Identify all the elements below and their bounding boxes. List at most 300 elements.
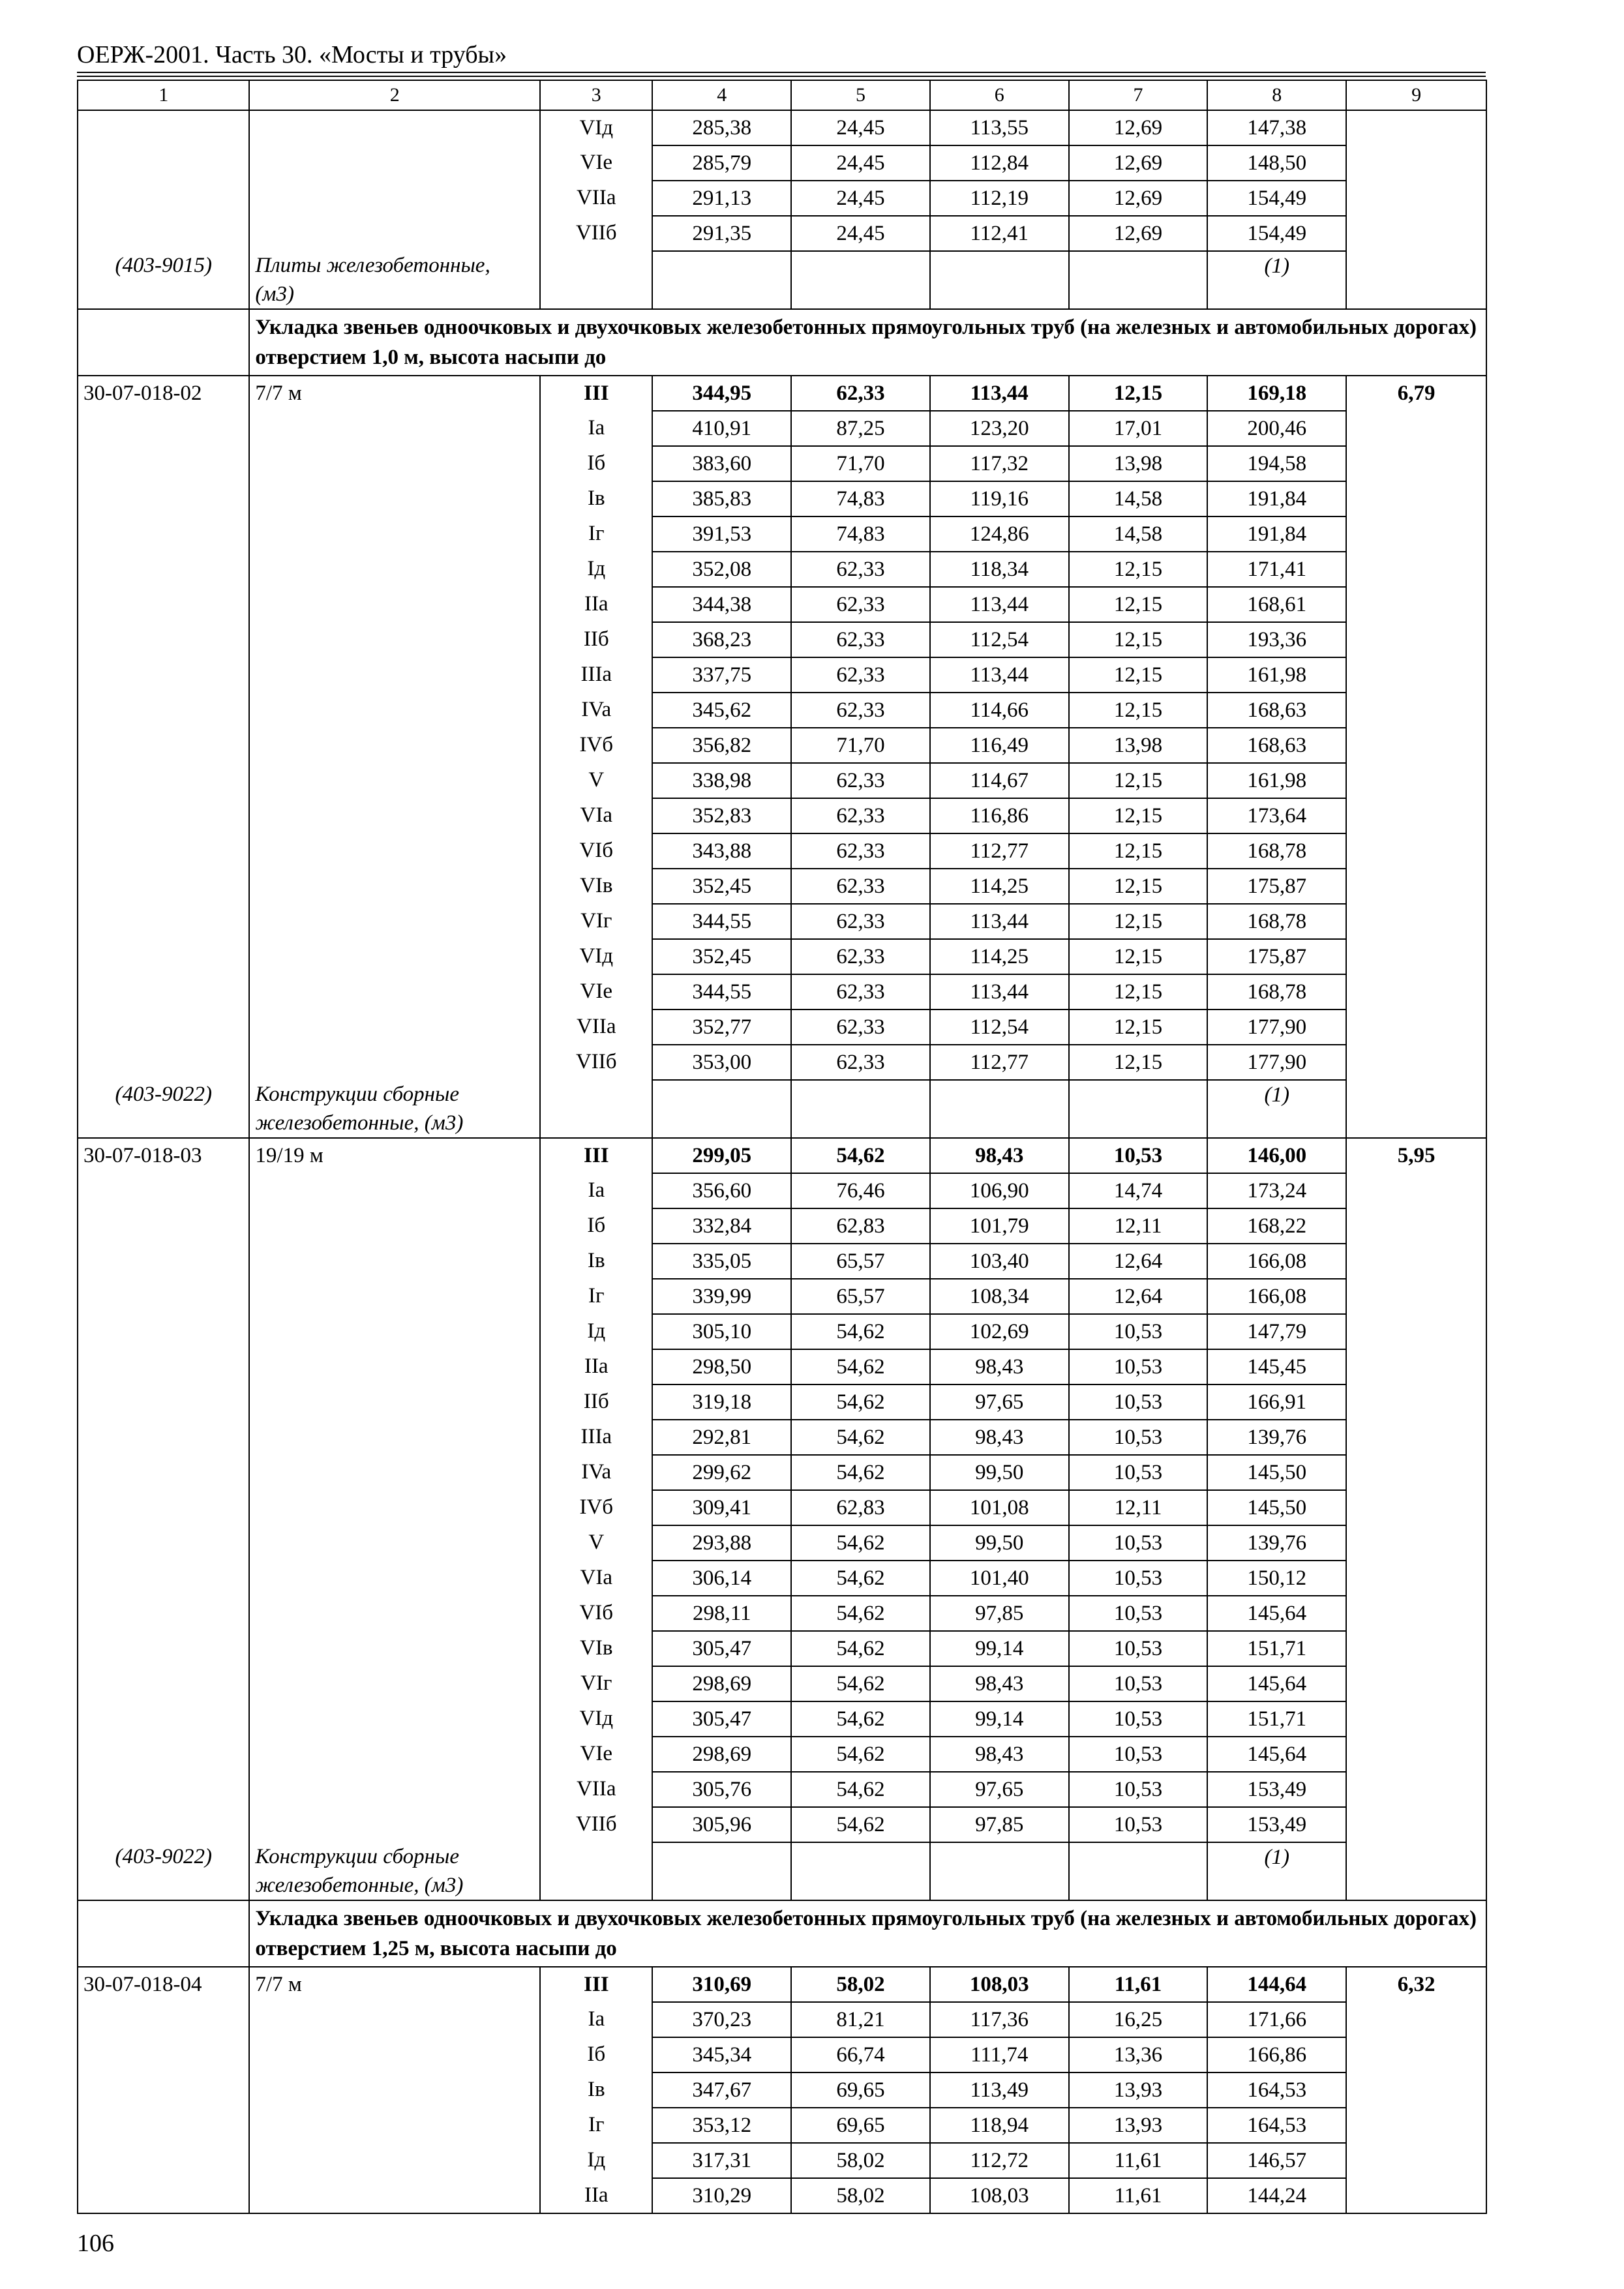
value-cell: 65,57	[791, 1279, 930, 1314]
value-cell: 101,79	[930, 1208, 1069, 1244]
empty-cell	[791, 1080, 930, 1138]
code-cell: 30-07-018-03	[78, 1138, 249, 1173]
value-cell: 12,64	[1069, 1279, 1208, 1314]
value-cell: 347,67	[652, 2072, 791, 2108]
empty-cell	[1346, 1842, 1486, 1900]
resource-code: (403-9022)	[78, 1842, 249, 1900]
value-cell: 98,43	[930, 1138, 1069, 1173]
value-cell: 10,53	[1069, 1561, 1208, 1596]
coef-cell	[1346, 481, 1486, 516]
value-cell: 12,11	[1069, 1490, 1208, 1525]
value-cell: 291,13	[652, 181, 791, 216]
name-cell	[249, 2143, 540, 2178]
coef-cell	[1346, 1666, 1486, 1701]
code-cell	[78, 2143, 249, 2178]
value-cell: 97,85	[930, 1807, 1069, 1842]
table-row	[78, 1631, 1486, 1666]
value-cell: 12,15	[1069, 552, 1208, 587]
name-cell	[249, 622, 540, 657]
value-cell: 118,34	[930, 552, 1069, 587]
value-cell: 10,53	[1069, 1138, 1208, 1173]
value-cell: 166,08	[1207, 1279, 1346, 1314]
name-cell	[249, 763, 540, 798]
value-cell: 54,62	[791, 1596, 930, 1631]
value-cell: 298,69	[652, 1737, 791, 1772]
value-cell: 62,83	[791, 1490, 930, 1525]
value-cell: 113,44	[930, 657, 1069, 693]
name-cell	[249, 446, 540, 481]
value-cell: 12,69	[1069, 181, 1208, 216]
value-cell: 54,62	[791, 1455, 930, 1490]
resource-name: Конструкции сборные железобетонные, (м3)	[249, 1080, 540, 1138]
value-cell: 344,55	[652, 904, 791, 939]
category-cell: VIд	[540, 939, 652, 974]
name-cell	[249, 1561, 540, 1596]
value-cell: 10,53	[1069, 1596, 1208, 1631]
coef-cell	[1346, 1455, 1486, 1490]
coef-cell	[1346, 2037, 1486, 2072]
name-cell	[249, 552, 540, 587]
table-row	[78, 2072, 1486, 2108]
column-number-row	[78, 80, 1486, 110]
table-row	[78, 1666, 1486, 1701]
table-row	[78, 1967, 1486, 2002]
value-cell: 145,64	[1207, 1666, 1346, 1701]
value-cell: 13,93	[1069, 2108, 1208, 2143]
value-cell: 337,75	[652, 657, 791, 693]
category-cell: Ia	[540, 1173, 652, 1208]
coef-cell	[1346, 1490, 1486, 1525]
empty-cell	[791, 251, 930, 309]
category-cell: Ia	[540, 411, 652, 446]
value-cell: 150,12	[1207, 1561, 1346, 1596]
category-cell: IIIa	[540, 657, 652, 693]
table-row	[78, 2108, 1486, 2143]
empty-cell	[791, 1842, 930, 1900]
empty-cell	[1346, 1080, 1486, 1138]
value-cell: 154,49	[1207, 181, 1346, 216]
value-cell: 112,84	[930, 145, 1069, 181]
code-cell	[78, 622, 249, 657]
name-cell	[249, 728, 540, 763]
coef-cell	[1346, 1807, 1486, 1842]
page-number: 106	[77, 2230, 114, 2257]
name-cell	[249, 1596, 540, 1631]
coef-cell	[1346, 1525, 1486, 1561]
resource-name: Конструкции сборные железобетонные, (м3)	[249, 1842, 540, 1900]
name-cell	[249, 974, 540, 1010]
coef-cell	[1346, 1737, 1486, 1772]
value-cell: 62,33	[791, 693, 930, 728]
value-cell: 352,45	[652, 939, 791, 974]
name-cell	[249, 1349, 540, 1384]
value-cell: 111,74	[930, 2037, 1069, 2072]
section-row	[78, 1900, 1486, 1967]
table-row	[78, 728, 1486, 763]
section-title: Укладка звеньев одноочковых и двухочковых железобетонных прямоугольных труб (на железных и автомобильных дорогах) отверстием 1,0 м, высота насыпи до	[249, 309, 1486, 376]
value-cell: 10,53	[1069, 1807, 1208, 1842]
table-row	[78, 1561, 1486, 1596]
code-cell	[78, 763, 249, 798]
table-row	[78, 481, 1486, 516]
value-cell: 99,14	[930, 1701, 1069, 1737]
table-row	[78, 1138, 1486, 1173]
column-number: 7	[1069, 80, 1208, 110]
value-cell: 103,40	[930, 1244, 1069, 1279]
code-cell	[78, 798, 249, 833]
value-cell: 54,62	[791, 1631, 930, 1666]
coef-cell	[1346, 974, 1486, 1010]
column-number: 5	[791, 80, 930, 110]
coef-cell	[1346, 411, 1486, 446]
value-cell: 344,38	[652, 587, 791, 622]
value-cell: 171,66	[1207, 2002, 1346, 2037]
code-cell	[78, 145, 249, 181]
value-cell: 168,78	[1207, 833, 1346, 869]
name-cell: 7/7 м	[249, 1967, 540, 2002]
resource-name: Плиты железобетонные, (м3)	[249, 251, 540, 309]
name-cell	[249, 1631, 540, 1666]
coef-cell	[1346, 1045, 1486, 1080]
value-cell: 97,65	[930, 1384, 1069, 1420]
coef-cell: 6,79	[1346, 376, 1486, 411]
table-row	[78, 869, 1486, 904]
value-cell: 153,49	[1207, 1807, 1346, 1842]
value-cell: 62,33	[791, 869, 930, 904]
table-row	[78, 1772, 1486, 1807]
empty-cell	[652, 1080, 791, 1138]
value-cell: 146,00	[1207, 1138, 1346, 1173]
table-row	[78, 833, 1486, 869]
table-row	[78, 1279, 1486, 1314]
value-cell: 62,33	[791, 904, 930, 939]
coef-cell	[1346, 2072, 1486, 2108]
table-row	[78, 145, 1486, 181]
section-title: Укладка звеньев одноочковых и двухочковых железобетонных прямоугольных труб (на железных и автомобильных дорогах) отверстием 1,25 м, высота насыпи до	[249, 1900, 1486, 1967]
coef-cell	[1346, 2108, 1486, 2143]
value-cell: 352,77	[652, 1010, 791, 1045]
value-cell: 101,40	[930, 1561, 1069, 1596]
value-cell: 177,90	[1207, 1010, 1346, 1045]
value-cell: 145,50	[1207, 1490, 1346, 1525]
category-cell: VIг	[540, 904, 652, 939]
empty-cell	[540, 251, 652, 309]
category-cell: VIд	[540, 110, 652, 145]
code-cell	[78, 1279, 249, 1314]
name-cell	[249, 1737, 540, 1772]
coef-cell	[1346, 1010, 1486, 1045]
value-cell: 171,41	[1207, 552, 1346, 587]
name-cell	[249, 145, 540, 181]
category-cell: Iг	[540, 1279, 652, 1314]
coef-cell	[1346, 1631, 1486, 1666]
code-cell	[78, 516, 249, 552]
name-cell	[249, 516, 540, 552]
name-cell	[249, 1420, 540, 1455]
value-cell: 177,90	[1207, 1045, 1346, 1080]
value-cell: 292,81	[652, 1420, 791, 1455]
coef-cell	[1346, 693, 1486, 728]
section-empty-cell	[78, 309, 249, 376]
value-cell: 62,33	[791, 1010, 930, 1045]
value-cell: 112,77	[930, 1045, 1069, 1080]
name-cell	[249, 1455, 540, 1490]
table-row	[78, 1208, 1486, 1244]
value-cell: 305,96	[652, 1807, 791, 1842]
value-cell: 54,62	[791, 1772, 930, 1807]
value-cell: 74,83	[791, 516, 930, 552]
value-cell: 356,82	[652, 728, 791, 763]
value-cell: 24,45	[791, 145, 930, 181]
value-cell: 166,08	[1207, 1244, 1346, 1279]
value-cell: 166,86	[1207, 2037, 1346, 2072]
value-cell: 54,62	[791, 1349, 930, 1384]
code-cell	[78, 1807, 249, 1842]
rates-table	[77, 80, 1487, 2214]
table-row	[78, 1349, 1486, 1384]
name-cell	[249, 1772, 540, 1807]
name-cell	[249, 181, 540, 216]
name-cell	[249, 1173, 540, 1208]
value-cell: 12,15	[1069, 798, 1208, 833]
table-row	[78, 181, 1486, 216]
value-cell: 54,62	[791, 1420, 930, 1455]
empty-cell	[930, 1080, 1069, 1138]
value-cell: 291,35	[652, 216, 791, 251]
value-cell: 98,43	[930, 1666, 1069, 1701]
name-cell	[249, 1314, 540, 1349]
value-cell: 145,45	[1207, 1349, 1346, 1384]
empty-cell	[540, 1842, 652, 1900]
name-cell	[249, 1208, 540, 1244]
value-cell: 113,44	[930, 974, 1069, 1010]
value-cell: 119,16	[930, 481, 1069, 516]
value-cell: 62,33	[791, 974, 930, 1010]
code-cell	[78, 1525, 249, 1561]
table-row	[78, 1173, 1486, 1208]
value-cell: 113,55	[930, 110, 1069, 145]
code-cell	[78, 1772, 249, 1807]
category-cell: VIб	[540, 1596, 652, 1631]
section-empty-cell	[78, 1900, 249, 1967]
value-cell: 151,71	[1207, 1701, 1346, 1737]
value-cell: 12,15	[1069, 869, 1208, 904]
value-cell: 175,87	[1207, 869, 1346, 904]
value-cell: 147,38	[1207, 110, 1346, 145]
value-cell: 12,15	[1069, 763, 1208, 798]
coef-cell	[1346, 1314, 1486, 1349]
value-cell: 12,15	[1069, 693, 1208, 728]
value-cell: 10,53	[1069, 1666, 1208, 1701]
table-row	[78, 376, 1486, 411]
resource-row	[78, 251, 1486, 309]
category-cell: Iв	[540, 481, 652, 516]
coef-cell: 6,32	[1346, 1967, 1486, 2002]
value-cell: 391,53	[652, 516, 791, 552]
code-cell	[78, 2072, 249, 2108]
coef-cell	[1346, 2143, 1486, 2178]
value-cell: 370,23	[652, 2002, 791, 2037]
coef-cell	[1346, 1596, 1486, 1631]
value-cell: 62,33	[791, 939, 930, 974]
coef-cell	[1346, 939, 1486, 974]
value-cell: 99,50	[930, 1455, 1069, 1490]
value-cell: 108,03	[930, 2178, 1069, 2213]
name-cell	[249, 587, 540, 622]
value-cell: 319,18	[652, 1384, 791, 1420]
table-row	[78, 2143, 1486, 2178]
value-cell: 62,83	[791, 1208, 930, 1244]
category-cell: Iв	[540, 1244, 652, 1279]
value-cell: 139,76	[1207, 1420, 1346, 1455]
empty-cell	[1069, 251, 1208, 309]
code-cell	[78, 1349, 249, 1384]
category-cell: IVб	[540, 728, 652, 763]
resource-value: (1)	[1207, 1080, 1346, 1138]
code-cell	[78, 1596, 249, 1631]
value-cell: 12,15	[1069, 376, 1208, 411]
name-cell	[249, 1244, 540, 1279]
value-cell: 54,62	[791, 1384, 930, 1420]
category-cell: VIIa	[540, 1010, 652, 1045]
table-row	[78, 2178, 1486, 2213]
value-cell: 24,45	[791, 110, 930, 145]
value-cell: 285,79	[652, 145, 791, 181]
category-cell: VIa	[540, 1561, 652, 1596]
value-cell: 66,74	[791, 2037, 930, 2072]
table-row	[78, 693, 1486, 728]
category-cell: VIб	[540, 833, 652, 869]
value-cell: 112,54	[930, 622, 1069, 657]
table-row	[78, 1045, 1486, 1080]
table-body	[78, 80, 1486, 2213]
value-cell: 113,44	[930, 376, 1069, 411]
table-row	[78, 1737, 1486, 1772]
value-cell: 101,08	[930, 1490, 1069, 1525]
code-cell	[78, 411, 249, 446]
value-cell: 191,84	[1207, 516, 1346, 552]
value-cell: 54,62	[791, 1737, 930, 1772]
empty-cell	[930, 251, 1069, 309]
resource-value: (1)	[1207, 251, 1346, 309]
coef-cell	[1346, 1208, 1486, 1244]
value-cell: 12,15	[1069, 974, 1208, 1010]
code-cell	[78, 481, 249, 516]
code-cell	[78, 869, 249, 904]
code-cell	[78, 657, 249, 693]
category-cell: VIIб	[540, 1807, 652, 1842]
category-cell: Ia	[540, 2002, 652, 2037]
value-cell: 145,50	[1207, 1455, 1346, 1490]
category-cell: VIe	[540, 974, 652, 1010]
table-row	[78, 411, 1486, 446]
value-cell: 175,87	[1207, 939, 1346, 974]
coef-cell	[1346, 798, 1486, 833]
coef-cell	[1346, 587, 1486, 622]
category-cell: III	[540, 1138, 652, 1173]
empty-cell	[540, 1080, 652, 1138]
code-cell	[78, 1631, 249, 1666]
value-cell: 11,61	[1069, 1967, 1208, 2002]
value-cell: 118,94	[930, 2108, 1069, 2143]
value-cell: 161,98	[1207, 763, 1346, 798]
name-cell	[249, 869, 540, 904]
value-cell: 24,45	[791, 181, 930, 216]
value-cell: 310,69	[652, 1967, 791, 2002]
category-cell: III	[540, 376, 652, 411]
name-cell	[249, 1666, 540, 1701]
value-cell: 112,72	[930, 2143, 1069, 2178]
value-cell: 345,62	[652, 693, 791, 728]
value-cell: 71,70	[791, 728, 930, 763]
column-number: 4	[652, 80, 791, 110]
name-cell	[249, 2108, 540, 2143]
code-cell	[78, 552, 249, 587]
category-cell: IIб	[540, 1384, 652, 1420]
value-cell: 306,14	[652, 1561, 791, 1596]
value-cell: 116,86	[930, 798, 1069, 833]
resource-row	[78, 1080, 1486, 1138]
value-cell: 144,24	[1207, 2178, 1346, 2213]
table-row	[78, 1525, 1486, 1561]
value-cell: 87,25	[791, 411, 930, 446]
resource-code: (403-9022)	[78, 1080, 249, 1138]
value-cell: 114,66	[930, 693, 1069, 728]
code-cell	[78, 2108, 249, 2143]
value-cell: 352,08	[652, 552, 791, 587]
value-cell: 76,46	[791, 1173, 930, 1208]
empty-cell	[652, 251, 791, 309]
table-row	[78, 446, 1486, 481]
coef-cell	[1346, 1173, 1486, 1208]
section-row	[78, 309, 1486, 376]
category-cell: VIд	[540, 1701, 652, 1737]
code-cell	[78, 446, 249, 481]
name-cell	[249, 216, 540, 251]
category-cell: VIIa	[540, 181, 652, 216]
value-cell: 112,77	[930, 833, 1069, 869]
value-cell: 58,02	[791, 2143, 930, 2178]
value-cell: 69,65	[791, 2108, 930, 2143]
category-cell: VIe	[540, 1737, 652, 1772]
value-cell: 10,53	[1069, 1631, 1208, 1666]
table-row	[78, 587, 1486, 622]
value-cell: 12,15	[1069, 657, 1208, 693]
category-cell: VIIa	[540, 1772, 652, 1807]
code-cell	[78, 110, 249, 145]
value-cell: 13,98	[1069, 728, 1208, 763]
category-cell: IIa	[540, 2178, 652, 2213]
value-cell: 114,25	[930, 939, 1069, 974]
coef-cell	[1346, 833, 1486, 869]
value-cell: 305,76	[652, 1772, 791, 1807]
resource-value: (1)	[1207, 1842, 1346, 1900]
value-cell: 112,54	[930, 1010, 1069, 1045]
value-cell: 345,34	[652, 2037, 791, 2072]
table-row	[78, 1701, 1486, 1737]
value-cell: 168,63	[1207, 693, 1346, 728]
code-cell	[78, 2178, 249, 2213]
value-cell: 12,15	[1069, 1010, 1208, 1045]
table-row	[78, 904, 1486, 939]
table-row	[78, 1244, 1486, 1279]
code-cell	[78, 1045, 249, 1080]
value-cell: 144,64	[1207, 1967, 1346, 2002]
value-cell: 146,57	[1207, 2143, 1346, 2178]
value-cell: 62,33	[791, 587, 930, 622]
coef-cell	[1346, 728, 1486, 763]
value-cell: 166,91	[1207, 1384, 1346, 1420]
